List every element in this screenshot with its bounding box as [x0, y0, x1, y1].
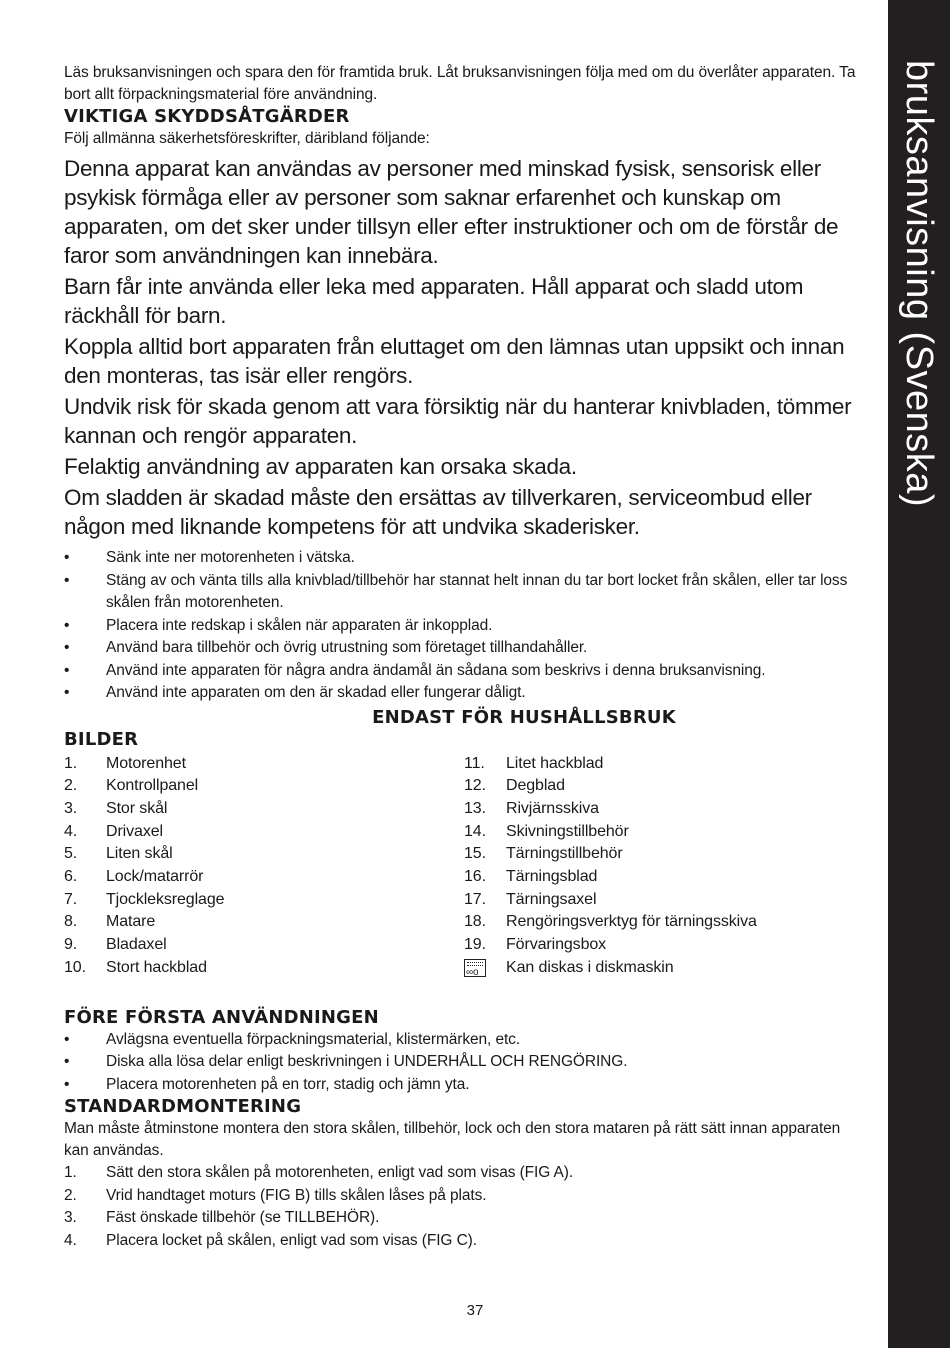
list-item: ∞o Kan diskas i diskmaskin — [464, 957, 864, 985]
list-item: 3. Fäst önskade tillbehör (se TILLBEHÖR). — [64, 1209, 380, 1227]
list-item: 4. Drivaxel — [64, 822, 163, 840]
list-item: 5. Liten skål — [64, 845, 173, 863]
list-item: • Använd bara tillbehör och övrig utrustning som företaget tillhandahåller. — [64, 637, 864, 660]
list-item: 9. Bladaxel — [64, 936, 167, 954]
before-first-use-list — [64, 1029, 864, 1097]
parts-heading: BILDER — [64, 728, 139, 750]
bullet-icon: • — [64, 1053, 70, 1071]
safety-bullet-list — [64, 547, 864, 705]
bullet-icon: • — [64, 639, 70, 656]
list-item: 3. Stor skål — [64, 799, 168, 817]
list-item: 10. Stort hackblad — [64, 958, 207, 976]
bullet-icon: • — [64, 1075, 70, 1093]
safety-paragraph: Koppla alltid bort apparaten från eluttaget om den lämnas utan uppsikt och innan den monteras, tas isär eller rengörs. — [64, 334, 845, 388]
list-item: 15. Tärningstillbehör — [464, 845, 623, 863]
dishwasher-safe-icon — [464, 959, 486, 977]
list-item: 11. Litet hackblad — [464, 754, 604, 772]
bullet-icon: • — [64, 1030, 70, 1048]
list-item: 2. Vrid handtaget moturs (FIG B) tills skålen låses på plats. — [64, 1186, 487, 1204]
list-item: • Använd inte apparaten om den är skadad eller fungerar dåligt. — [64, 682, 864, 705]
list-item: • Avlägsna eventuella förpackningsmaterial, klistermärken, etc. — [64, 1029, 864, 1052]
safety-heading: VIKTIGA SKYDDSÅTGÄRDER — [64, 106, 350, 127]
bullet-icon: • — [64, 549, 70, 566]
before-first-use-heading: FÖRE FÖRSTA ANVÄNDNINGEN — [64, 1006, 379, 1028]
bullet-icon: • — [64, 616, 70, 634]
list-item: 16. Tärningsblad — [464, 868, 598, 886]
list-item: 2. Kontrollpanel — [64, 777, 199, 795]
parts-list — [64, 753, 864, 985]
safety-paragraph: Felaktig användning av apparaten kan orsaka skada. — [64, 454, 577, 479]
list-item: 8. Matare — [64, 913, 156, 931]
list-item: • Placera inte redskap i skålen när apparaten är inkopplad. — [64, 615, 864, 638]
list-item: • Placera motorenheten på en torr, stadig och jämn yta. — [64, 1074, 864, 1097]
page-number: 37 — [466, 1302, 484, 1319]
bullet-icon: • — [64, 661, 70, 679]
language-sidebar — [888, 0, 950, 1348]
page-content — [64, 62, 864, 1252]
list-item: • Diska alla lösa delar enligt beskrivningen i UNDERHÅLL OCH RENGÖRING. — [64, 1051, 864, 1074]
standard-assembly-intro: Man måste åtminstone montera den stora skålen, tillbehör, lock och den stora mataren på rätt sätt innan apparaten kan användas. — [64, 1120, 841, 1160]
bullet-icon: • — [64, 684, 70, 701]
list-item: 13. Rivjärnsskiva — [464, 799, 599, 817]
list-item: 19. Förvaringsbox — [464, 936, 607, 954]
bullet-icon: • — [64, 571, 70, 589]
list-item: 7. Tjockleksreglage — [64, 890, 225, 908]
safety-paragraph: Denna apparat kan användas av personer med minskad fysisk, sensorisk eller psykisk förmåga eller av personer som saknar erfarenhet och kunskap om apparaten, om det sker under tillsyn eller efter instruktioner och om de förstår de faror som användningen kan innebära. — [64, 156, 839, 268]
list-item: • Använd inte apparaten för några andra ändamål än sådana som beskrivs i denna bruksanvisning. — [64, 660, 864, 683]
parts-column-left — [64, 753, 464, 985]
list-item: 1. Sätt den stora skålen på motorenheten, enligt vad som visas (FIG A). — [64, 1164, 574, 1182]
list-item: 6. Lock/matarrör — [64, 868, 204, 886]
safety-paragraph: Om sladden är skadad måste den ersättas av tillverkaren, serviceombud eller någon med liknande kompetens för att undvika skaderisker. — [64, 485, 812, 539]
list-item: 17. Tärningsaxel — [464, 890, 597, 908]
assembly-steps — [64, 1162, 864, 1252]
list-item: • Sänk inte ner motorenheten i vätska. — [64, 547, 864, 570]
parts-column-right — [464, 753, 864, 985]
list-item: 1. Motorenhet — [64, 754, 186, 772]
list-item: 18. Rengöringsverktyg för tärningsskiva — [464, 913, 757, 931]
household-only-heading: ENDAST FÖR HUSHÅLLSBRUK — [372, 706, 676, 728]
list-item: 14. Skivningstillbehör — [464, 822, 629, 840]
intro-text: Läs bruksanvisningen och spara den för framtida bruk. Låt bruksanvisningen följa med om du överlåter apparaten. Ta bort allt förpackningsmaterial före användning. — [64, 64, 856, 103]
list-item: 4. Placera locket på skålen, enligt vad som visas (FIG C). — [64, 1231, 477, 1249]
standard-assembly-heading: STANDARDMONTERING — [64, 1096, 302, 1118]
list-item: 12. Degblad — [464, 777, 565, 795]
list-item: • Stäng av och vänta tills alla knivblad/tillbehör har stannat helt innan du tar bort locket från skålen, eller tar loss skålen från motorenheten. — [64, 571, 848, 611]
sidebar-title: bruksanvisning (Svenska) — [898, 60, 940, 508]
safety-subheading: Följ allmänna säkerhetsföreskrifter, däribland följande: — [64, 130, 430, 147]
safety-paragraph: Undvik risk för skada genom att vara försiktig när du hanterar knivbladen, tömmer kannan och rengör apparaten. — [64, 394, 852, 448]
safety-paragraph: Barn får inte använda eller leka med apparaten. Håll apparat och sladd utom räckhåll för barn. — [64, 274, 804, 328]
